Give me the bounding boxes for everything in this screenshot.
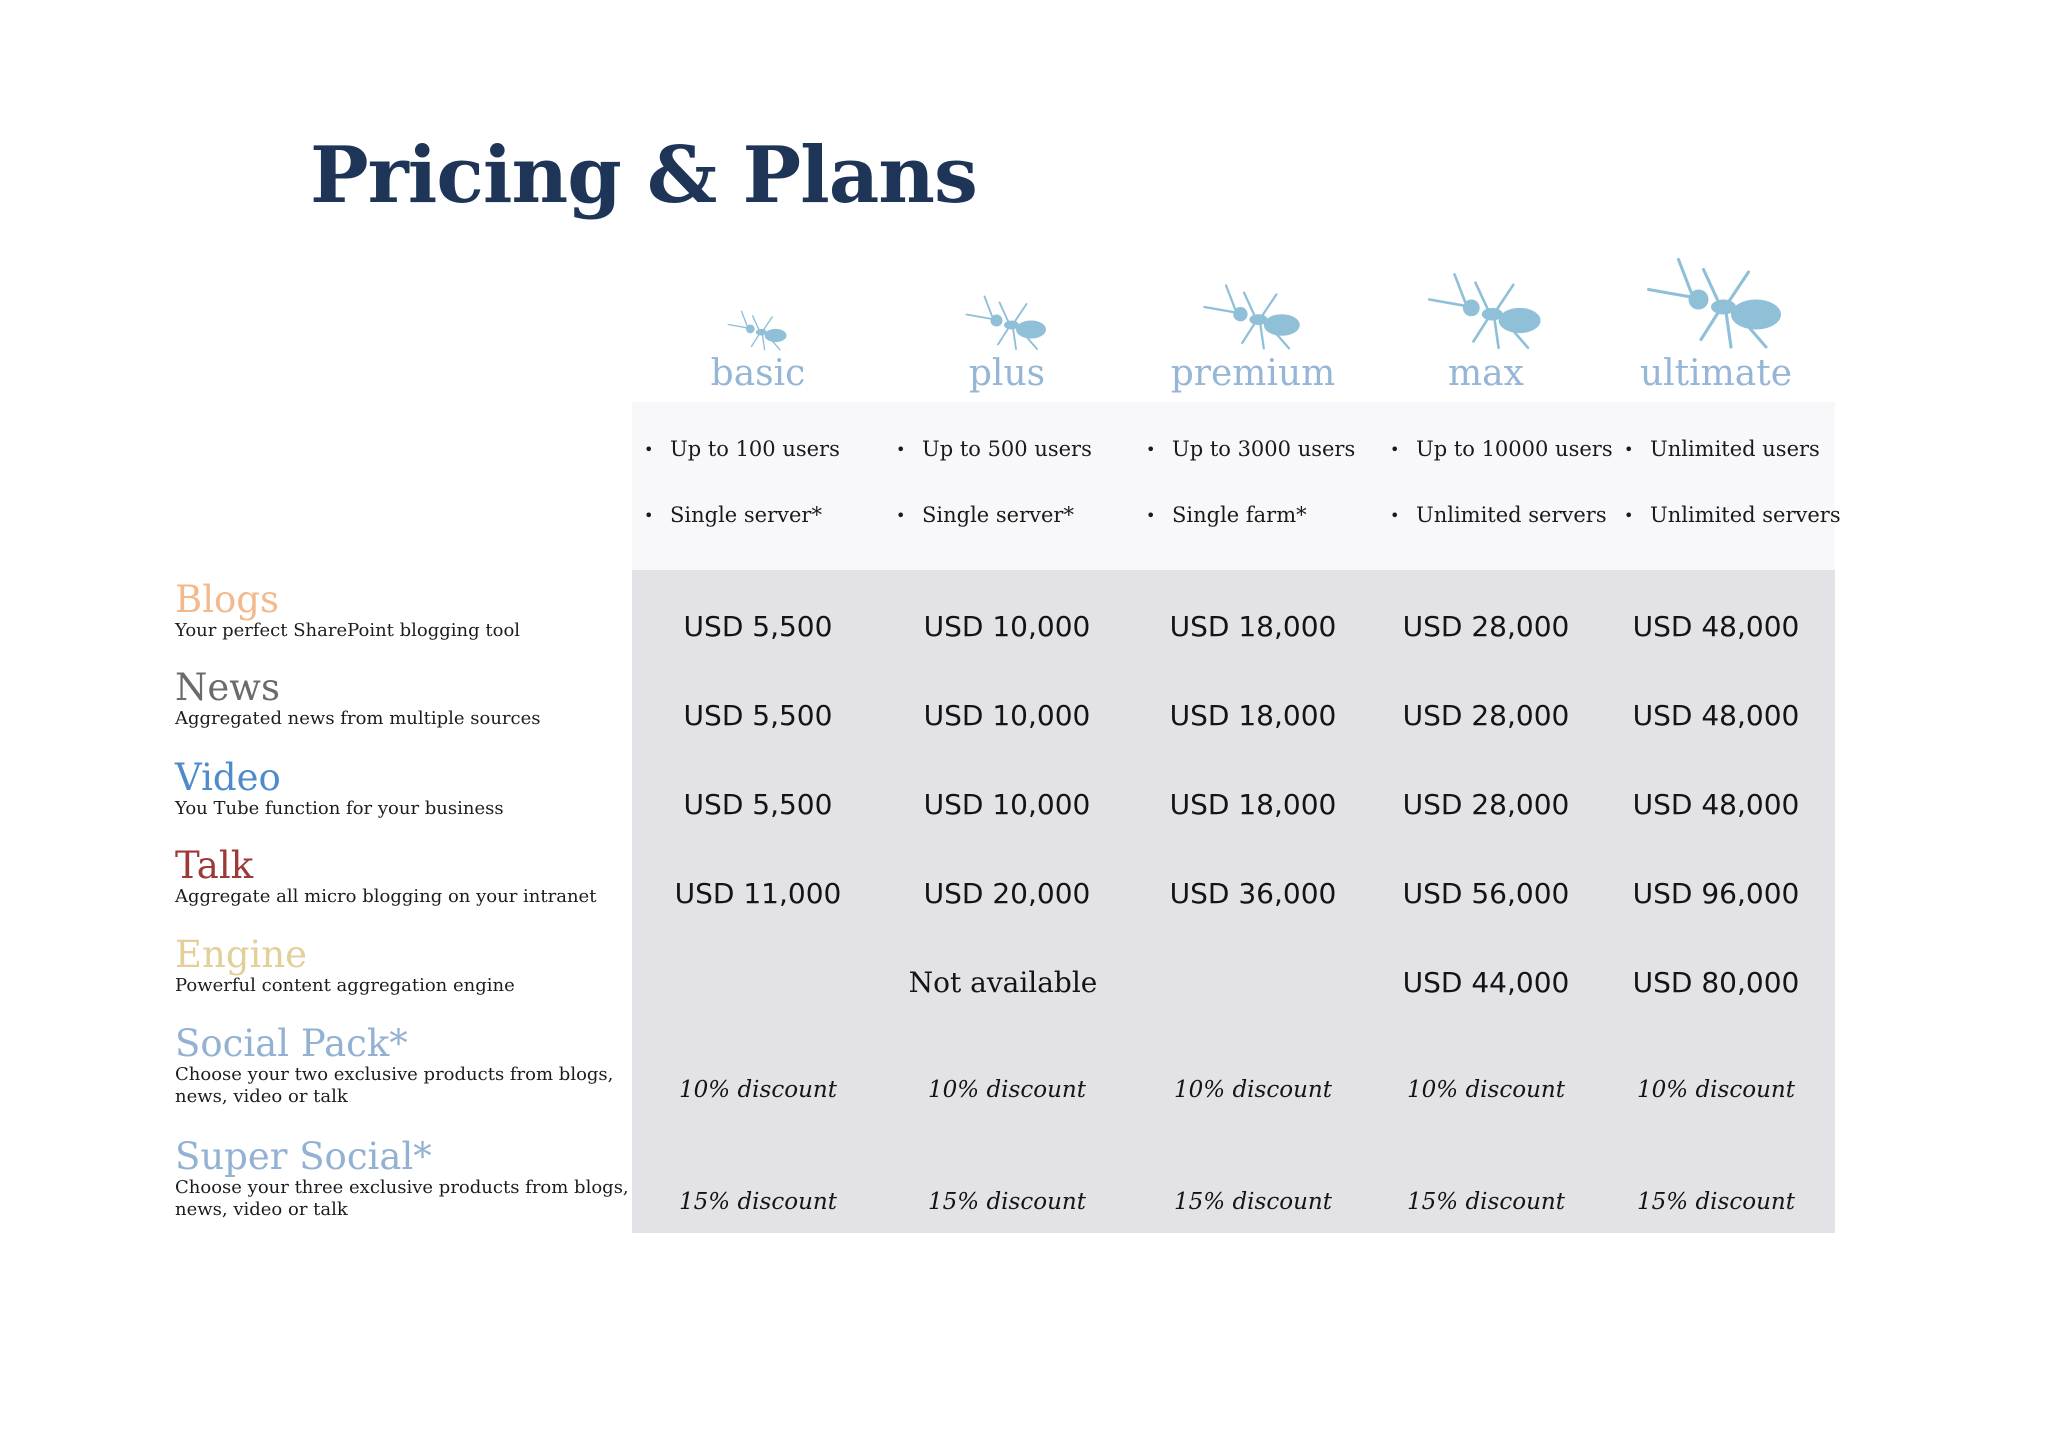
price-cell: USD 5,500 — [683, 788, 833, 821]
price-cell-not-available: Not available — [908, 966, 1098, 999]
price-cell: USD 18,000 — [1169, 788, 1337, 821]
price-cell: USD 28,000 — [1402, 788, 1570, 821]
product-label — [175, 935, 635, 997]
price-cell: 10% discount — [928, 1077, 1086, 1103]
price-cell: 15% discount — [1637, 1189, 1795, 1215]
ant-icon — [1366, 268, 1606, 352]
ant-icon — [1133, 280, 1373, 352]
product-description: Your perfect SharePoint blogging tool — [175, 620, 521, 641]
price-cell: USD 28,000 — [1402, 610, 1570, 643]
plan-header-basic — [638, 230, 878, 400]
price-cell: USD 5,500 — [683, 699, 833, 732]
price-cell: USD 11,000 — [674, 877, 842, 910]
price-cell: USD 48,000 — [1632, 610, 1800, 643]
plan-header-ultimate — [1596, 230, 1836, 400]
price-cell: USD 96,000 — [1632, 877, 1800, 910]
plan-name: ultimate — [1639, 353, 1793, 394]
ant-icon — [1596, 252, 1836, 352]
price-cell: 10% discount — [1174, 1077, 1332, 1103]
plan-feature-item: • Single farm* — [1146, 502, 1402, 529]
price-cell: USD 48,000 — [1632, 699, 1800, 732]
price-cell: 10% discount — [1407, 1077, 1565, 1103]
plan-header-premium — [1133, 230, 1373, 400]
product-label — [175, 758, 635, 820]
price-cell: 10% discount — [679, 1077, 837, 1103]
price-cell: USD 36,000 — [1169, 877, 1337, 910]
plan-name: plus — [968, 353, 1046, 394]
product-label — [175, 846, 635, 908]
price-cell: USD 10,000 — [923, 699, 1091, 732]
price-cell: USD 20,000 — [923, 877, 1091, 910]
price-cell: 15% discount — [928, 1189, 1086, 1215]
plan-feature-item: • Single server* — [644, 502, 900, 529]
product-name: News — [175, 666, 280, 709]
plan-header-max — [1366, 230, 1606, 400]
plan-feature-item: • Up to 10000 users — [1390, 436, 1616, 463]
price-cell: USD 10,000 — [923, 610, 1091, 643]
product-label — [175, 668, 635, 730]
plan-feature-item: • Up to 100 users — [644, 436, 900, 463]
price-cell: USD 28,000 — [1402, 699, 1570, 732]
price-cell: 15% discount — [1174, 1189, 1332, 1215]
price-cell: USD 5,500 — [683, 610, 833, 643]
plan-features-band — [632, 402, 1841, 570]
plan-feature-item: • Up to 3000 users — [1146, 436, 1402, 463]
price-cell: 10% discount — [1637, 1077, 1795, 1103]
product-name: Super Social* — [175, 1135, 432, 1178]
price-cell: USD 44,000 — [1402, 966, 1570, 999]
plan-feature-item: • Unlimited servers — [1624, 502, 1850, 529]
product-label — [175, 1137, 635, 1221]
product-name: Engine — [175, 933, 308, 976]
product-name: Social Pack* — [175, 1022, 408, 1065]
price-cell: 15% discount — [1407, 1189, 1565, 1215]
plan-name: premium — [1170, 353, 1336, 394]
product-label — [175, 1024, 635, 1108]
product-name: Video — [175, 756, 281, 799]
product-description: Choose your two exclusive products from blogs, news, video or talk — [175, 1064, 614, 1107]
product-description: Choose your three exclusive products from blogs, news, video or talk — [175, 1177, 629, 1220]
product-description: Aggregated news from multiple sources — [175, 708, 541, 729]
plan-name: max — [1448, 353, 1524, 394]
ant-icon — [638, 308, 878, 352]
plan-header-plus — [887, 230, 1127, 400]
plan-feature-item: • Single server* — [896, 502, 1152, 529]
product-label — [175, 580, 635, 642]
price-grid — [632, 570, 1835, 1233]
plan-name: basic — [710, 353, 806, 394]
price-cell: USD 56,000 — [1402, 877, 1570, 910]
product-description: Powerful content aggregation engine — [175, 975, 515, 996]
plan-feature-item: • Up to 500 users — [896, 436, 1152, 463]
plan-feature-item: • Unlimited servers — [1390, 502, 1616, 529]
page-title: Pricing & Plans — [310, 130, 977, 221]
price-cell: 15% discount — [679, 1189, 837, 1215]
price-cell: USD 10,000 — [923, 788, 1091, 821]
product-name: Talk — [175, 844, 254, 887]
price-cell: USD 80,000 — [1632, 966, 1800, 999]
ant-icon — [887, 292, 1127, 352]
product-name: Blogs — [175, 578, 279, 621]
price-cell: USD 18,000 — [1169, 699, 1337, 732]
product-description: You Tube function for your business — [175, 798, 504, 819]
plan-feature-item: • Unlimited users — [1624, 436, 1850, 463]
product-description: Aggregate all micro blogging on your intranet — [175, 886, 597, 907]
price-cell: USD 48,000 — [1632, 788, 1800, 821]
price-cell: USD 18,000 — [1169, 610, 1337, 643]
